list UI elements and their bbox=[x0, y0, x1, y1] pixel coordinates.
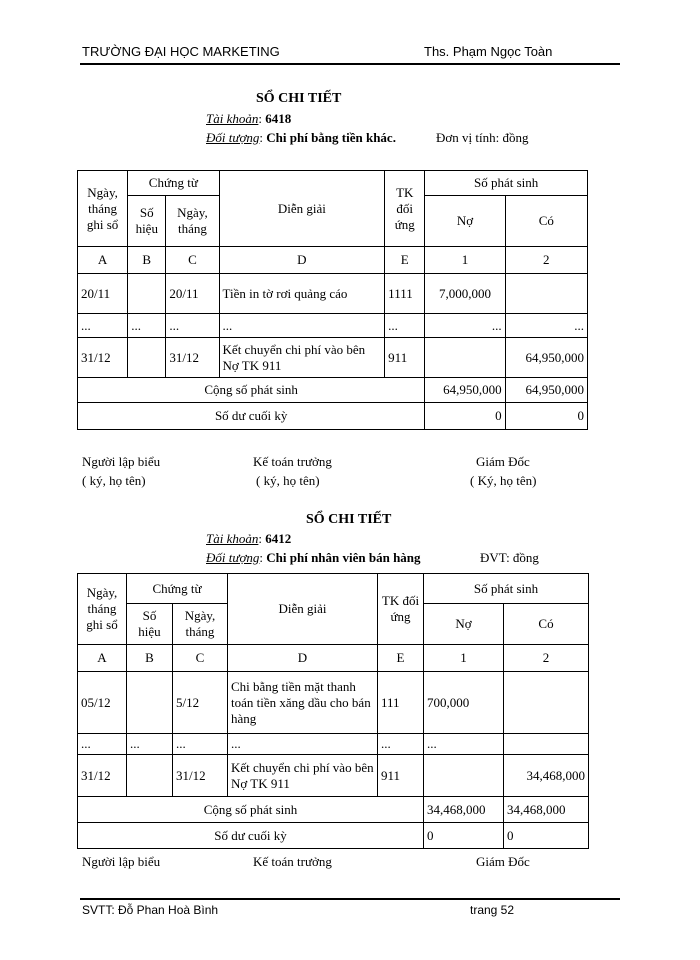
code-cell: A bbox=[78, 645, 127, 672]
object-sep: : bbox=[259, 550, 264, 565]
cell-credit: 34,468,000 bbox=[504, 755, 589, 797]
balance-debit: 0 bbox=[424, 823, 504, 849]
cell-desc: Kết chuyển chi phí vào bên Nợ TK 911 bbox=[219, 338, 385, 378]
header-account: TK đối ứng bbox=[378, 574, 424, 645]
cell-date: 05/12 bbox=[78, 672, 127, 734]
cell-debit: 7,000,000 bbox=[425, 274, 505, 314]
cell-debit: 700,000 bbox=[424, 672, 504, 734]
cell-debit: ... bbox=[425, 314, 505, 338]
object-label: Đối tượng bbox=[206, 130, 260, 145]
header-voucher: Chứng từ bbox=[127, 574, 228, 604]
cell-voucher-no: ... bbox=[127, 734, 173, 755]
header-rule bbox=[80, 63, 620, 65]
total-row bbox=[78, 378, 588, 403]
header-account: TK đối ứng bbox=[385, 171, 425, 247]
cell-desc: Tiền in tờ rơi quảng cáo bbox=[219, 274, 385, 314]
school-name: TRƯỜNG ĐẠI HỌC MARKETING bbox=[82, 44, 280, 59]
header-voucher-no: Số hiệu bbox=[127, 604, 173, 645]
footer-rule bbox=[80, 898, 620, 900]
cell-credit: 64,950,000 bbox=[505, 338, 587, 378]
code-cell: E bbox=[378, 645, 424, 672]
object-value: Chi phí bằng tiền khác. bbox=[266, 130, 396, 145]
account-value: 6418 bbox=[265, 111, 292, 126]
code-cell: 2 bbox=[504, 645, 589, 672]
cell-desc: ... bbox=[228, 734, 378, 755]
table-row bbox=[78, 274, 588, 314]
header-credit: Có bbox=[504, 604, 589, 645]
cell-voucher-no: ... bbox=[128, 314, 166, 338]
signature-director: Giám Đốc bbox=[476, 454, 530, 469]
cell-voucher-no bbox=[127, 755, 173, 797]
code-cell: 2 bbox=[505, 247, 587, 274]
code-cell: 1 bbox=[424, 645, 504, 672]
balance-label: Số dư cuối kỳ bbox=[78, 403, 425, 430]
table-row bbox=[78, 314, 588, 338]
balance-credit: 0 bbox=[505, 403, 587, 430]
total-row bbox=[78, 797, 589, 823]
header-voucher: Chứng từ bbox=[128, 171, 219, 196]
account-label: Tài khoản bbox=[206, 111, 259, 126]
code-cell: A bbox=[78, 247, 128, 274]
header-debit: Nợ bbox=[424, 604, 504, 645]
cell-voucher-date: ... bbox=[166, 314, 219, 338]
unit-label: ĐVT: đồng bbox=[480, 550, 539, 565]
signature-preparer-note: ( ký, họ tên) bbox=[82, 473, 146, 488]
cell-desc: ... bbox=[219, 314, 385, 338]
signature-preparer: Người lập biểu bbox=[82, 854, 161, 869]
cell-credit bbox=[504, 672, 589, 734]
code-cell: 1 bbox=[425, 247, 505, 274]
cell-desc: Kết chuyển chi phí vào bên Nợ TK 911 bbox=[228, 755, 378, 797]
signature-accountant: Kế toán trưởng bbox=[253, 454, 332, 469]
balance-row bbox=[78, 403, 588, 430]
header-credit: Có bbox=[505, 196, 587, 247]
header-amount: Số phát sinh bbox=[424, 574, 589, 604]
cell-debit: ... bbox=[424, 734, 504, 755]
code-cell: B bbox=[127, 645, 173, 672]
code-cell: B bbox=[128, 247, 166, 274]
account-label: Tài khoản bbox=[206, 531, 259, 546]
cell-credit bbox=[505, 274, 587, 314]
cell-credit: ... bbox=[505, 314, 587, 338]
cell-date: ... bbox=[78, 734, 127, 755]
cell-voucher-date: 20/11 bbox=[166, 274, 219, 314]
cell-account: 911 bbox=[378, 755, 424, 797]
cell-voucher-date: ... bbox=[173, 734, 228, 755]
unit-label: Đơn vị tính: đồng bbox=[436, 130, 529, 145]
ledger-title: SỔ CHI TIẾT bbox=[306, 512, 392, 527]
total-debit: 64,950,000 bbox=[425, 378, 505, 403]
cell-date: 31/12 bbox=[78, 755, 127, 797]
object-sep: : bbox=[259, 130, 264, 145]
signature-accountant: Kế toán trưởng bbox=[253, 854, 332, 869]
cell-voucher-no bbox=[128, 274, 166, 314]
total-label: Cộng số phát sinh bbox=[78, 797, 424, 823]
object-value: Chi phí nhân viên bán hàng bbox=[266, 550, 421, 565]
header-desc: Diễn giải bbox=[219, 171, 385, 247]
total-label: Cộng số phát sinh bbox=[78, 378, 425, 403]
signature-preparer: Người lập biểu bbox=[82, 454, 161, 469]
code-cell: C bbox=[173, 645, 228, 672]
page-number: trang 52 bbox=[470, 903, 515, 917]
account-sep: : bbox=[258, 111, 262, 126]
cell-voucher-no bbox=[128, 338, 166, 378]
cell-date: 31/12 bbox=[78, 338, 128, 378]
account-line bbox=[206, 111, 291, 127]
total-credit: 64,950,000 bbox=[505, 378, 587, 403]
cell-account: 1111 bbox=[385, 274, 425, 314]
code-cell: D bbox=[219, 247, 385, 274]
account-value: 6412 bbox=[265, 531, 292, 546]
cell-account: ... bbox=[378, 734, 424, 755]
object-line bbox=[206, 550, 421, 566]
signature-director-note: ( Ký, họ tên) bbox=[470, 473, 537, 488]
total-credit: 34,468,000 bbox=[504, 797, 589, 823]
balance-row bbox=[78, 823, 589, 849]
balance-label: Số dư cuối kỳ bbox=[78, 823, 424, 849]
code-cell: C bbox=[166, 247, 219, 274]
cell-desc: Chi bằng tiền mặt thanh toán tiền xăng dầu cho bán hàng bbox=[228, 672, 378, 734]
header-voucher-no: Số hiệu bbox=[128, 196, 166, 247]
account-line bbox=[206, 531, 291, 547]
ledger-table bbox=[77, 170, 588, 430]
cell-debit bbox=[425, 338, 505, 378]
object-line bbox=[206, 130, 396, 146]
cell-date: 20/11 bbox=[78, 274, 128, 314]
table-row bbox=[78, 338, 588, 378]
total-debit: 34,468,000 bbox=[424, 797, 504, 823]
cell-voucher-date: 31/12 bbox=[173, 755, 228, 797]
code-cell: D bbox=[228, 645, 378, 672]
balance-credit: 0 bbox=[504, 823, 589, 849]
cell-debit bbox=[424, 755, 504, 797]
cell-voucher-no bbox=[127, 672, 173, 734]
signature-director: Giám Đốc bbox=[476, 854, 530, 869]
signature-accountant-note: ( ký, họ tên) bbox=[256, 473, 320, 488]
header-date: Ngày, tháng ghi sổ bbox=[78, 171, 128, 247]
student-name: SVTT: Đỗ Phan Hoà Bình bbox=[82, 903, 219, 917]
cell-credit bbox=[504, 734, 589, 755]
object-label: Đối tượng bbox=[206, 550, 260, 565]
header-desc: Diễn giải bbox=[228, 574, 378, 645]
header-voucher-date: Ngày, tháng bbox=[173, 604, 228, 645]
table-row bbox=[78, 734, 589, 755]
table-row bbox=[78, 755, 589, 797]
author-name: Ths. Phạm Ngọc Toàn bbox=[424, 44, 553, 59]
cell-date: ... bbox=[78, 314, 128, 338]
ledger-title: SỔ CHI TIẾT bbox=[256, 91, 342, 106]
cell-account: 911 bbox=[385, 338, 425, 378]
account-sep: : bbox=[258, 531, 262, 546]
cell-voucher-date: 31/12 bbox=[166, 338, 219, 378]
header-amount: Số phát sinh bbox=[425, 171, 588, 196]
cell-account: 111 bbox=[378, 672, 424, 734]
header-debit: Nợ bbox=[425, 196, 505, 247]
header-date: Ngày, tháng ghi sổ bbox=[78, 574, 127, 645]
ledger-table bbox=[77, 573, 589, 849]
balance-debit: 0 bbox=[425, 403, 505, 430]
table-row bbox=[78, 672, 589, 734]
code-cell: E bbox=[385, 247, 425, 274]
cell-account: ... bbox=[385, 314, 425, 338]
header-voucher-date: Ngày, tháng bbox=[166, 196, 219, 247]
cell-voucher-date: 5/12 bbox=[173, 672, 228, 734]
